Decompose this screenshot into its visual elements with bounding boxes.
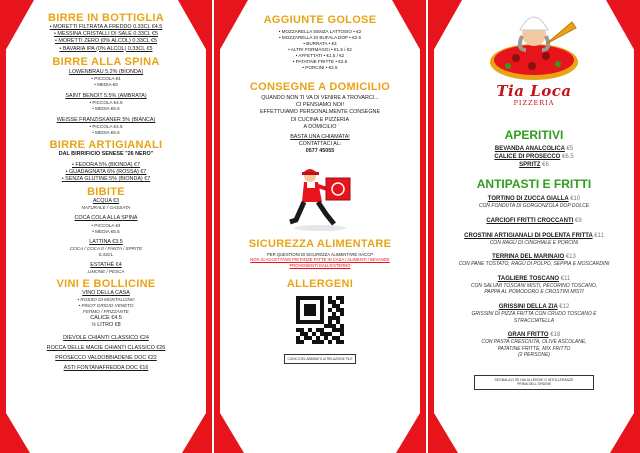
pizzeria-logo (486, 10, 582, 110)
delivery-line: CI PENSIAMO NOI! (296, 102, 344, 109)
draft-beer-name: WEISSE FRANZISKANER 5% (BIANCA) (56, 117, 156, 124)
safety-line: PER QUESTIONI DI SICUREZZA ALIMENTARE HACCP (266, 251, 374, 257)
draft-beer-size: • PICCOLA €4 (91, 76, 121, 82)
beer-bottle-item: • BAVARIA IPA (0% ALCOL) 0.33CL €5 (59, 45, 153, 52)
delivery-line: DI CUCINA E PIZZERIA (290, 116, 350, 123)
drink-note: NATURALE / GASSATA (81, 205, 131, 211)
antipasto-item (454, 331, 614, 359)
draft-beer-size: • PICCOLA €4.5 (89, 100, 123, 106)
logo-name: Tia Loca (496, 82, 572, 100)
allergy-note-line: PRIMA DELL'ORDINE (517, 382, 551, 387)
craft-beer-item: • FEDORA 5% (BIONDA) €7 (71, 161, 141, 168)
addon-item: • MOZZARELLA DI BUFALA DOP • €2.5 (278, 35, 362, 40)
craft-beer-subtitle: DAL BIRRIFICIO SENESE "26 NERO" (58, 151, 154, 158)
draft-beer-size: • MEDIA €6.5 (92, 130, 120, 136)
wine-bottle: PROSECCO VALDOBBIADENE DOC €22 (55, 355, 157, 362)
allergeni-qr-code[interactable] (238, 296, 402, 344)
antipasto-title: TAGLIERE TOSCANO €11 (497, 275, 571, 282)
antipasto-desc: PATATINE FRITTE, MIX FRITTO (497, 345, 571, 352)
wine-bottle: ASTI FONTANAFREDDA DOC €16 (63, 365, 149, 372)
menu-panel-info (214, 0, 426, 453)
antipasto-item (454, 232, 614, 247)
red-corner-bottom-left (0, 403, 30, 453)
drink-name: COCA COLA ALLA SPINA (74, 215, 138, 222)
section-title-birre-bottiglia: BIRRE IN BOTTIGLIA (47, 12, 164, 24)
section-title-bibite: BIBITE (87, 186, 125, 199)
antipasto-item (454, 195, 614, 210)
aperitivo-item: CALICE DI PROSECCO €6.5 (494, 154, 574, 160)
addon-item: • BURRATA • €3 (303, 41, 337, 46)
antipasto-item (454, 217, 614, 225)
safety-warning: PROVENIENTI DALL'ESTERNO (289, 262, 351, 268)
antipasto-title: CARCIOFI FRITTI CROCCANTI €9 (486, 217, 582, 224)
red-side-right (634, 0, 640, 453)
antipasto-desc: GRISSINI DI PIZZA FRITTA CON CRUDO TOSCANO E STRACCIATELLA (471, 310, 597, 324)
antipasto-title: TERRINA DEL MARINAIO €13 (492, 254, 576, 261)
antipasto-item (454, 253, 614, 268)
draft-beer-name: LOWENBRAU 5.2% (BIONDA) (68, 68, 144, 75)
draft-beer-size: • MEDIA €6.5 (92, 106, 120, 112)
wine-bottle: ROCCA DELLE MACIE CHIANTI CLASSICO €26 (46, 344, 166, 351)
antipasto-title: TORTINO DI ZUCCA GIALLA €10 (487, 196, 581, 202)
draft-beer-size: • PICCOLA €4.5 (89, 124, 123, 130)
menu-panel-drinks (0, 0, 212, 453)
section-title-vini: VINI E BOLLICINE (56, 278, 156, 291)
menu-panel-food (428, 0, 640, 453)
antipasto-desc: CON SALUMI TOSCANI MISTI, PECORINO TOSCANO, (470, 282, 598, 289)
antipasto-desc: CON FONDUTA DI GORGONZOLA DOP DOLCE (478, 203, 590, 209)
section-title-aperitivi: APERITIVI (504, 128, 564, 142)
delivery-line: QUANDO NON TI VA DI VENIRE A TROVARCI... (261, 95, 379, 101)
drink-note: COCA / COCA 0 / FANTA / SPRITE (69, 245, 143, 251)
drink-note: 0.33CL (98, 251, 114, 257)
aperitivo-item: BEVANDA ANALCOLICA €5 (494, 146, 574, 152)
craft-beer-item: • SENZA GLUTINE 5% (BIONDA) €7 (61, 176, 151, 183)
red-side-left (0, 0, 6, 453)
delivery-man-illustration (280, 162, 360, 232)
antipasti-list (454, 195, 614, 359)
beer-bottle-item: • MORETTI FILTRATA A FREDDO 0.33CL €4.5 (49, 24, 163, 30)
delivery-line: EFFETTUIAMO PERSONALMENTE CONSEGNE (259, 109, 381, 116)
addon-item: • MOZZARELLA SENZA LATTOSIO • €2 (278, 29, 362, 34)
delivery-contact: CONTATTACI AL: (298, 141, 342, 148)
drink-size: • MEDIA €5.5 (92, 228, 120, 234)
antipasto-title: GRAN FRITTO €18 (507, 332, 561, 339)
section-title-birre-spina: BIRRE ALLA SPINA (52, 55, 160, 68)
delivery-phone[interactable]: 0577 45055 (305, 148, 335, 155)
wine-bottle: DIEVOLE CHIANTI CLASSICO €24 (63, 334, 149, 341)
section-title-allergeni: ALLERGENI (286, 278, 354, 291)
red-corner-bottom-right (182, 403, 212, 453)
antipasto-desc: CON PANE TOSTATO, RAGÙ DI POLPO, SEPPIA E MOSCARDINI (458, 261, 610, 268)
draft-beer-name: SAINT BENOIT 5.5% (AMBRATA) (65, 93, 147, 100)
antipasto-desc: PAPPA AL POMODORO E CROSTINI MISTI (484, 289, 584, 296)
red-corner-bottom-right (610, 403, 640, 453)
red-side-left (428, 0, 434, 453)
house-wine-calice: CALICE €4.5 (90, 315, 122, 322)
beer-bottle-item: • MESSINA CRISTALLI DI SALE 0.33CL €5 (53, 31, 159, 38)
red-side-right (420, 0, 426, 453)
house-wine-litro: ½ LITRO €8 (91, 322, 121, 329)
section-title-consegne: CONSEGNE A DOMICILIO (249, 81, 391, 93)
drink-note: LIMONE / PESCA (87, 269, 125, 275)
antipasto-desc: CON PASTA CRESCIUTA, OLIVE ASCOLANE, (481, 339, 587, 346)
drink-name: ACQUA €3 (92, 198, 120, 205)
allergy-note-line: SEGNALACI SE HAI ALLERGIE O INTOLLERANZE (494, 377, 574, 382)
logo-sub: PIZZERIA (513, 99, 555, 107)
antipasto-item (454, 303, 614, 324)
house-wine-note: FERMO / FRIZZANTE (83, 309, 129, 315)
drink-name: ESTATHÈ €4 (90, 261, 122, 268)
house-wine-note: • ROSSO DI MONTALCINO (77, 297, 135, 303)
section-title-antipasti: ANTIPASTI E FRITTI (476, 177, 592, 191)
addon-item: • PATATINE FRITTE • €2.5 (292, 59, 348, 64)
antipasto-item (454, 275, 614, 296)
red-side-right (206, 0, 212, 453)
section-title-birre-artigianali: BIRRE ARTIGIANALI (49, 139, 163, 152)
addon-item: • ALTRI FORMAGGI • €1.5 / €2 (288, 47, 352, 52)
drink-size: • PICCOLA €4 (91, 222, 121, 228)
antipasto-title: GRISSINI DELLA ZIA €12 (498, 303, 570, 310)
addon-item: • AFFETTATI • €1.5 / €2 (295, 53, 345, 58)
craft-beer-item: • GUADAGNATA 6% (ROSSA) €7 (65, 168, 147, 175)
safety-warning: NON SI ACCETTANO PIETANZE FATTE IN CASA / ALIMENTI / BEVANDE (250, 257, 390, 263)
beer-bottle-item: • MORETTI ZERO (0% ALCOL) 0.33CL €5 (54, 38, 158, 45)
allergy-note-box (474, 375, 594, 390)
drink-name: LATTINA €3.5 (89, 238, 123, 245)
draft-beer-size: • MEDIA €6 (94, 82, 118, 88)
delivery-call: BASTA UNA CHIAMATA! (290, 134, 350, 141)
delivery-line: A DOMICILIO (303, 123, 337, 130)
allergeni-note: CODICI DEL ABBINATO AI RELAZIONE FILE (287, 357, 353, 362)
allergeni-note-box (284, 354, 356, 364)
house-wine-name: VINO DELLA CASA (82, 290, 130, 297)
red-side-left (214, 0, 220, 453)
house-wine-note: • PINOT GRIGIO VENETO (78, 303, 134, 309)
antipasto-title: CROSTINI ARTIGIANALI DI POLENTA FRITTA €11 (464, 232, 604, 239)
antipasto-desc: (2 PERSONE) (518, 352, 550, 359)
antipasto-desc: CON RAGÙ DI CINGHIALE E PORCINI (489, 239, 579, 246)
section-title-aggiunte: AGGIUNTE GOLOSE (263, 14, 377, 26)
aperitivo-item: SPRITZ €6 (519, 162, 549, 168)
section-title-sicurezza: SICUREZZA ALIMENTARE (248, 237, 392, 250)
addon-item: • PORCINI • €2.5 (302, 65, 338, 70)
